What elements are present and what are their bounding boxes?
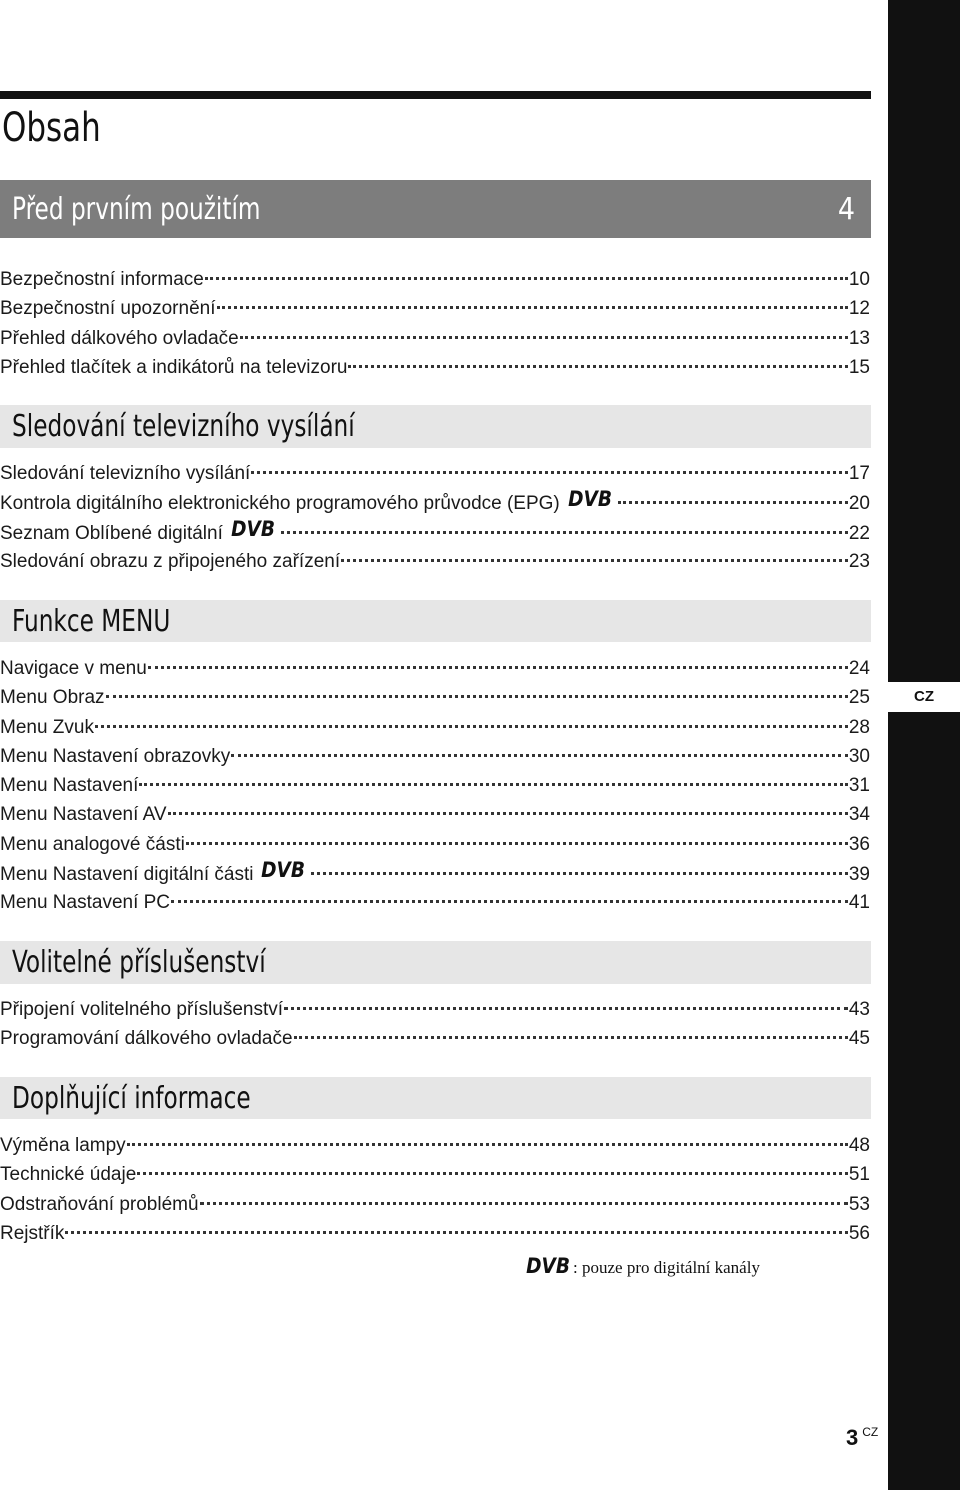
toc-leader-dots — [171, 900, 848, 903]
toc-leader-dots — [168, 812, 848, 815]
toc-entry-label: Menu Nastavení — [0, 775, 139, 797]
toc-entry[interactable] — [0, 771, 870, 800]
page-number-suffix: CZ — [862, 1425, 879, 1439]
toc-entry[interactable] — [0, 1024, 870, 1053]
toc-leader-dots — [127, 1143, 848, 1146]
toc-entry[interactable] — [0, 1219, 870, 1248]
toc-entry-label: Programování dálkového ovladače — [0, 1028, 293, 1050]
toc-list-section-2 — [0, 459, 870, 576]
dvb-footnote-text: : pouze pro digitální kanály — [573, 1258, 760, 1277]
section-heading-page: 4 — [837, 191, 855, 227]
toc-entry-label: Menu Nastavení obrazovky — [0, 745, 231, 767]
section-heading-optional-accessories — [0, 941, 871, 984]
toc-entry[interactable] — [0, 265, 870, 294]
page-number-value: 3 — [846, 1425, 859, 1450]
toc-entry[interactable] — [0, 654, 870, 683]
svg-text:DVB: DVB — [230, 517, 275, 539]
dvb-footnote — [526, 1255, 760, 1281]
toc-entry[interactable] — [0, 713, 870, 742]
toc-leader-dots — [95, 725, 848, 728]
toc-entry-page: 12 — [848, 298, 870, 320]
toc-list-section-3 — [0, 654, 870, 918]
toc-entry-page: 56 — [848, 1222, 870, 1244]
toc-leader-dots — [311, 872, 847, 875]
toc-entry-page: 22 — [848, 522, 870, 544]
toc-entry-page: 17 — [848, 463, 870, 484]
toc-entry[interactable] — [0, 324, 870, 353]
toc-entry-label: Menu Nastavení PC — [0, 892, 171, 914]
toc-entry-page: 41 — [848, 892, 870, 914]
toc-leader-dots — [200, 1202, 848, 1205]
toc-entry-page: 13 — [848, 327, 870, 349]
right-margin-strip — [888, 0, 960, 1490]
section-heading-watching-tv — [0, 405, 871, 448]
toc-entry[interactable] — [0, 547, 870, 576]
toc-leader-dots — [618, 501, 848, 504]
dvb-logo-icon — [231, 518, 277, 539]
toc-entry-label: Výměna lampy — [0, 1135, 126, 1156]
toc-entry-page: 39 — [848, 864, 870, 886]
toc-entry-page: 20 — [848, 493, 870, 515]
section-heading-text: Funkce MENU — [12, 603, 171, 639]
toc-entry[interactable] — [0, 859, 870, 888]
toc-entry-label: Přehled tlačítek a indikátorů na televizoru — [0, 356, 348, 378]
toc-leader-dots — [251, 471, 848, 474]
toc-entry-label: Seznam Oblíbené digitální — [0, 522, 223, 544]
toc-entry-label: Sledování televizního vysílání — [0, 463, 251, 484]
section-heading-text: Doplňující informace — [12, 1080, 251, 1116]
toc-leader-dots — [240, 336, 848, 339]
toc-list-section-1 — [0, 265, 870, 382]
toc-entry-label: Kontrola digitálního elektronického programového průvodce (EPG) — [0, 493, 560, 515]
toc-entry-label: Menu Obraz — [0, 687, 105, 709]
toc-leader-dots — [341, 559, 848, 562]
toc-leader-dots — [348, 365, 847, 368]
toc-entry[interactable] — [0, 995, 870, 1024]
toc-leader-dots — [148, 666, 848, 669]
dvb-logo-icon — [568, 488, 614, 518]
svg-text:DVB: DVB — [567, 488, 612, 510]
section-heading-text: Před prvním použitím — [12, 191, 261, 227]
toc-entry[interactable] — [0, 742, 870, 771]
toc-entry-page: 34 — [848, 804, 870, 826]
toc-entry-label: Menu Nastavení AV — [0, 804, 167, 826]
svg-text:DVB: DVB — [526, 1255, 570, 1276]
dvb-logo-icon — [526, 1255, 572, 1276]
toc-entry-label: Navigace v menu — [0, 658, 147, 679]
toc-entry[interactable] — [0, 1160, 870, 1189]
section-heading-text: Sledování televizního vysílání — [12, 409, 355, 444]
toc-entry[interactable] — [0, 518, 870, 547]
toc-entry[interactable] — [0, 1131, 870, 1160]
toc-entry-label: Bezpečnostní informace — [0, 269, 204, 290]
toc-leader-dots — [231, 754, 848, 757]
toc-entry[interactable] — [0, 683, 870, 712]
page-number — [846, 1425, 878, 1451]
toc-entry[interactable] — [0, 800, 870, 829]
toc-entry[interactable] — [0, 459, 870, 488]
toc-entry-label: Sledování obrazu z připojeného zařízení — [0, 550, 341, 572]
toc-entry-page: 23 — [848, 550, 870, 572]
toc-entry[interactable] — [0, 488, 870, 517]
toc-entry-page: 48 — [848, 1135, 870, 1156]
toc-entry-label: Menu Nastavení digitální části — [0, 864, 254, 886]
toc-entry[interactable] — [0, 294, 870, 323]
toc-entry-page: 53 — [848, 1193, 870, 1215]
section-heading-text: Volitelné příslušenství — [12, 945, 266, 980]
dvb-logo-icon — [231, 518, 277, 548]
toc-entry-page: 15 — [848, 356, 870, 378]
toc-entry[interactable] — [0, 1190, 870, 1219]
toc-list-section-5 — [0, 1131, 870, 1248]
toc-entry-page: 45 — [848, 1028, 870, 1050]
page-title: Obsah — [2, 105, 101, 151]
dvb-logo-icon — [526, 1255, 573, 1281]
toc-entry-label: Připojení volitelného příslušenství — [0, 999, 284, 1020]
section-heading-additional-information — [0, 1077, 871, 1119]
dvb-logo-icon — [261, 859, 307, 889]
toc-entry-label: Bezpečnostní upozornění — [0, 298, 216, 320]
toc-leader-dots — [139, 783, 848, 786]
toc-entry-page: 31 — [848, 775, 870, 797]
svg-text:DVB: DVB — [261, 859, 306, 881]
toc-entry-label: Přehled dálkového ovladače — [0, 327, 239, 349]
toc-entry-label: Menu analogové části — [0, 833, 185, 855]
toc-entry-page: 10 — [848, 269, 870, 290]
toc-leader-dots — [217, 306, 848, 309]
toc-entry-page: 28 — [848, 716, 870, 738]
toc-leader-dots — [294, 1036, 848, 1039]
top-rule — [0, 91, 871, 99]
toc-entry-label: Menu Zvuk — [0, 716, 94, 738]
toc-entry-page: 36 — [848, 833, 870, 855]
toc-entry[interactable] — [0, 888, 870, 917]
toc-leader-dots — [186, 842, 848, 845]
toc-leader-dots — [284, 1007, 848, 1010]
toc-entry-label: Odstraňování problémů — [0, 1193, 199, 1215]
dvb-logo-icon — [261, 859, 307, 880]
toc-entry-page: 30 — [848, 745, 870, 767]
dvb-logo-icon — [568, 488, 614, 509]
toc-entry[interactable] — [0, 353, 870, 382]
section-heading-before-first-use — [0, 180, 871, 238]
toc-entry-page: 25 — [848, 687, 870, 709]
toc-entry-page: 51 — [848, 1164, 870, 1186]
toc-entry-page: 24 — [848, 658, 870, 679]
section-heading-menu-functions — [0, 600, 871, 642]
toc-leader-dots — [65, 1231, 847, 1234]
toc-entry[interactable] — [0, 830, 870, 859]
toc-leader-dots — [137, 1172, 848, 1175]
toc-list-section-4 — [0, 995, 870, 1054]
toc-leader-dots — [281, 531, 848, 534]
toc-entry-label: Technické údaje — [0, 1164, 137, 1186]
toc-entry-page: 43 — [848, 999, 870, 1020]
language-tab: CZ — [888, 682, 960, 712]
toc-leader-dots — [106, 695, 848, 698]
toc-leader-dots — [205, 277, 848, 280]
toc-entry-label: Rejstřík — [0, 1222, 65, 1244]
